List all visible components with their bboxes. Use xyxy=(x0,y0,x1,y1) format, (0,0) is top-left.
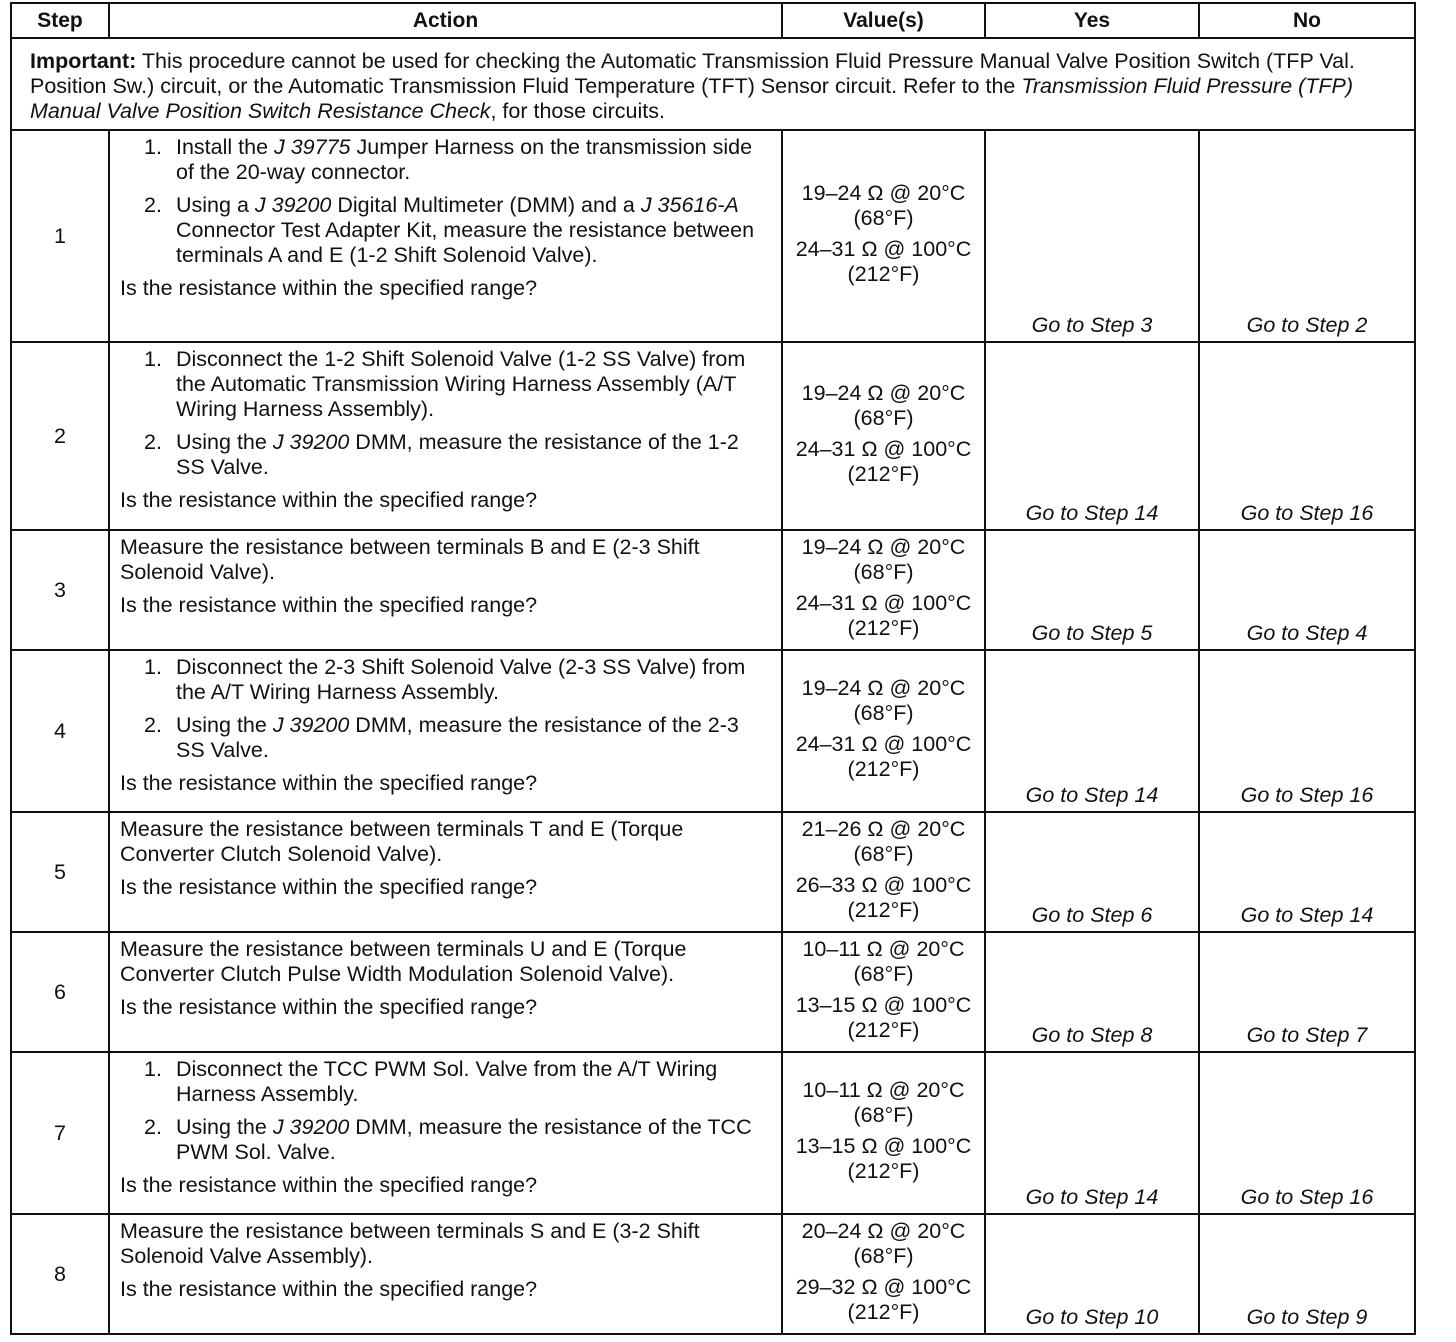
procedure-text: Connector Test Adapter Kit, measure the resistance between terminals A and E (1-2 Shift Solenoid Valve). xyxy=(176,218,755,267)
step-question: Is the resistance within the specified range? xyxy=(120,995,538,1019)
resistance-value: 19–24 Ω @ 20°C (68°F) xyxy=(801,535,966,584)
yes-action: Go to Step 8 xyxy=(985,932,1199,1052)
resistance-value: 24–31 Ω @ 100°C (212°F) xyxy=(795,437,972,486)
no-action: Go to Step 4 xyxy=(1199,530,1415,650)
tool-ref: J 39200 xyxy=(254,193,332,217)
procedure-text: Digital Multimeter (DMM) and a xyxy=(331,193,641,217)
procedure-list xyxy=(120,135,773,268)
procedure-item xyxy=(144,430,773,480)
step-number: 2 xyxy=(11,342,109,530)
step-action xyxy=(109,812,782,932)
procedure-text: Jumper Harness on the transmission side of the 20-way connector. xyxy=(176,135,753,184)
step-values xyxy=(782,530,985,650)
yes-action: Go to Step 6 xyxy=(985,812,1199,932)
step-row xyxy=(11,650,1415,812)
procedure-text: Using the xyxy=(176,1115,273,1139)
step-row xyxy=(11,530,1415,650)
tool-ref: J 39200 xyxy=(272,1115,350,1139)
resistance-value: 19–24 Ω @ 20°C (68°F) xyxy=(801,181,966,230)
step-values xyxy=(782,1052,985,1214)
procedure-text: DMM, measure the resistance of the TCC PWM Sol. Valve. xyxy=(176,1115,752,1164)
important-text-end: , for those circuits. xyxy=(490,99,665,123)
step-action xyxy=(109,530,782,650)
procedure-list xyxy=(120,347,773,480)
yes-action: Go to Step 3 xyxy=(985,130,1199,342)
header-yes: Yes xyxy=(985,3,1199,38)
procedure-list xyxy=(120,655,773,763)
step-instruction: Measure the resistance between terminals U and E (Torque Converter Clutch Pulse Width Modulation Solenoid Valve). xyxy=(120,937,687,986)
procedure-text: Disconnect the TCC PWM Sol. Valve from the A/T Wiring Harness Assembly. xyxy=(176,1057,718,1106)
step-number: 1 xyxy=(11,130,109,342)
important-label: Important: xyxy=(30,49,137,73)
step-values xyxy=(782,812,985,932)
procedure-item-number: 2. xyxy=(144,430,162,454)
step-instruction: Measure the resistance between terminals B and E (2-3 Shift Solenoid Valve). xyxy=(120,535,700,584)
header-step: Step xyxy=(11,3,109,38)
yes-action: Go to Step 5 xyxy=(985,530,1199,650)
step-row xyxy=(11,1214,1415,1334)
no-action: Go to Step 2 xyxy=(1199,130,1415,342)
resistance-value: 13–15 Ω @ 100°C (212°F) xyxy=(795,993,972,1042)
step-number: 5 xyxy=(11,812,109,932)
no-action: Go to Step 14 xyxy=(1199,812,1415,932)
step-row xyxy=(11,812,1415,932)
no-action: Go to Step 9 xyxy=(1199,1214,1415,1334)
procedure-text: DMM, measure the resistance of the 2-3 SS Valve. xyxy=(176,713,739,762)
procedure-text: Disconnect the 2-3 Shift Solenoid Valve (2-3 SS Valve) from the A/T Wiring Harness Assembly. xyxy=(176,655,746,704)
procedure-item xyxy=(144,347,773,422)
procedure-item-number: 1. xyxy=(144,655,162,679)
step-number: 7 xyxy=(11,1052,109,1214)
procedure-item xyxy=(144,135,773,185)
procedure-item-number: 1. xyxy=(144,347,162,371)
resistance-value: 20–24 Ω @ 20°C (68°F) xyxy=(801,1219,966,1268)
procedure-text: Disconnect the 1-2 Shift Solenoid Valve (1-2 SS Valve) from the Automatic Transmission Wiring Harness Assembly (A/T Wiring Harness Assembly). xyxy=(176,347,746,421)
step-action xyxy=(109,650,782,812)
resistance-value: 24–31 Ω @ 100°C (212°F) xyxy=(795,237,972,286)
no-action: Go to Step 7 xyxy=(1199,932,1415,1052)
tool-ref: J 35616-A xyxy=(640,193,739,217)
yes-action: Go to Step 10 xyxy=(985,1214,1199,1334)
procedure-text: Using a xyxy=(176,193,255,217)
step-question: Is the resistance within the specified range? xyxy=(120,1173,538,1197)
procedure-item xyxy=(144,1115,773,1165)
yes-action: Go to Step 14 xyxy=(985,1052,1199,1214)
diagnostic-table xyxy=(10,2,1416,1335)
procedure-item xyxy=(144,655,773,705)
tool-ref: J 39200 xyxy=(272,713,350,737)
step-action xyxy=(109,1214,782,1334)
step-row xyxy=(11,1052,1415,1214)
step-instruction: Measure the resistance between terminals S and E (3-2 Shift Solenoid Valve Assembly). xyxy=(120,1219,700,1268)
resistance-value: 21–26 Ω @ 20°C (68°F) xyxy=(801,817,966,866)
step-action xyxy=(109,130,782,342)
step-values xyxy=(782,130,985,342)
procedure-text: Using the xyxy=(176,430,273,454)
step-row xyxy=(11,130,1415,342)
no-action: Go to Step 16 xyxy=(1199,650,1415,812)
step-action xyxy=(109,342,782,530)
procedure-text: DMM, measure the resistance of the 1-2 SS Valve. xyxy=(176,430,739,479)
step-instruction: Measure the resistance between terminals T and E (Torque Converter Clutch Solenoid Valve). xyxy=(120,817,684,866)
header-no: No xyxy=(1199,3,1415,38)
procedure-item xyxy=(144,1057,773,1107)
yes-action: Go to Step 14 xyxy=(985,342,1199,530)
header-values: Value(s) xyxy=(782,3,985,38)
step-row xyxy=(11,932,1415,1052)
procedure-item xyxy=(144,713,773,763)
resistance-value: 19–24 Ω @ 20°C (68°F) xyxy=(801,676,966,725)
resistance-value: 10–11 Ω @ 20°C (68°F) xyxy=(802,937,965,986)
procedure-item-number: 2. xyxy=(144,713,162,737)
tool-ref: J 39775 xyxy=(274,135,351,159)
step-row xyxy=(11,342,1415,530)
header-action: Action xyxy=(109,3,782,38)
step-values xyxy=(782,650,985,812)
yes-action: Go to Step 14 xyxy=(985,650,1199,812)
step-question: Is the resistance within the specified range? xyxy=(120,593,538,617)
step-number: 3 xyxy=(11,530,109,650)
resistance-value: 13–15 Ω @ 100°C (212°F) xyxy=(795,1134,972,1183)
procedure-text: Using the xyxy=(176,713,273,737)
no-action: Go to Step 16 xyxy=(1199,342,1415,530)
step-action xyxy=(109,1052,782,1214)
step-values xyxy=(782,342,985,530)
step-number: 6 xyxy=(11,932,109,1052)
step-action xyxy=(109,932,782,1052)
step-question: Is the resistance within the specified range? xyxy=(120,276,538,300)
procedure-item-number: 1. xyxy=(144,1057,162,1081)
no-action: Go to Step 16 xyxy=(1199,1052,1415,1214)
resistance-value: 24–31 Ω @ 100°C (212°F) xyxy=(795,732,972,781)
important-note xyxy=(11,38,1415,130)
important-text: This procedure cannot be used for checking the Automatic Transmission Fluid Pressure Manual Valve Position Switch (TFP Val. Position Sw.) circuit, or the Automatic Transmission Fluid Temperature (TFT) Sensor circuit. Refer to the xyxy=(30,49,1355,98)
header-row xyxy=(11,3,1415,38)
step-values xyxy=(782,932,985,1052)
procedure-text: Install the xyxy=(176,135,274,159)
step-question: Is the resistance within the specified range? xyxy=(120,488,538,512)
tool-ref: J 39200 xyxy=(272,430,350,454)
resistance-value: 26–33 Ω @ 100°C (212°F) xyxy=(795,873,972,922)
procedure-item xyxy=(144,193,773,268)
resistance-value: 29–32 Ω @ 100°C (212°F) xyxy=(795,1275,972,1324)
procedure-item-number: 2. xyxy=(144,193,162,217)
important-reference: Transmission Fluid Pressure (TFP) Manual Valve Position Switch Resistance Check xyxy=(30,74,1354,123)
step-question: Is the resistance within the specified range? xyxy=(120,1277,538,1301)
procedure-item-number: 2. xyxy=(144,1115,162,1139)
procedure-item-number: 1. xyxy=(144,135,162,159)
resistance-value: 10–11 Ω @ 20°C (68°F) xyxy=(802,1078,965,1127)
step-values xyxy=(782,1214,985,1334)
step-number: 4 xyxy=(11,650,109,812)
step-question: Is the resistance within the specified range? xyxy=(120,771,538,795)
resistance-value: 19–24 Ω @ 20°C (68°F) xyxy=(801,381,966,430)
resistance-value: 24–31 Ω @ 100°C (212°F) xyxy=(795,591,972,640)
important-note-row xyxy=(11,38,1415,130)
step-question: Is the resistance within the specified range? xyxy=(120,875,538,899)
procedure-list xyxy=(120,1057,773,1165)
step-number: 8 xyxy=(11,1214,109,1334)
